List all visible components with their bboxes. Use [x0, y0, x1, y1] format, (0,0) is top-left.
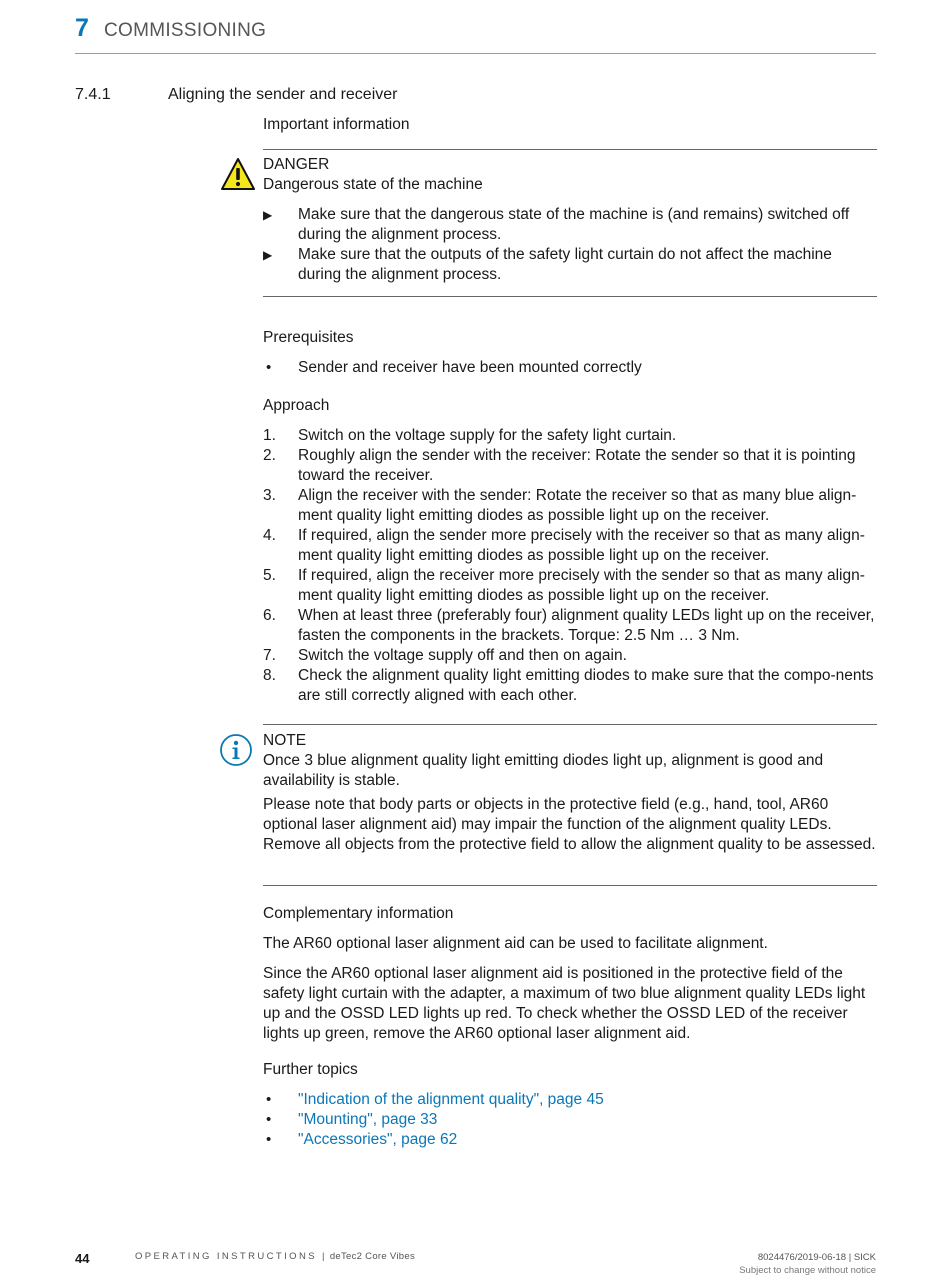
warning-triangle-icon	[220, 157, 256, 191]
step-item: 6. When at least three (preferably four) alignment quality LEDs light up on the receiver, fasten the components in the brackets. Torque: 2.5 Nm … 3 Nm.	[263, 607, 875, 644]
danger-block	[263, 155, 877, 285]
complementary-heading: Complementary information	[263, 905, 454, 922]
further-topics-heading: Further topics	[263, 1061, 358, 1078]
bullet-icon: •	[266, 1131, 272, 1148]
divider	[263, 149, 877, 150]
list-item: ▶ Make sure that the dangerous state of the machine is (and remains) switched off during the alignment process.	[263, 206, 850, 243]
danger-subtitle: Dangerous state of the machine	[263, 176, 483, 193]
prerequisites-list	[263, 358, 877, 378]
danger-list	[263, 205, 877, 285]
list-item	[263, 1110, 877, 1130]
note-para-2: Please note that body parts or objects in the protective field (e.g., hand, tool, AR60 optional laser alignment aid) may impair the function of the alignment quality LEDs. Remove all objects from the protective field to allow the alignment quality to be assessed.	[263, 796, 876, 853]
info-icon	[219, 733, 253, 767]
complementary-para-1: The AR60 optional laser alignment aid can be used to facilitate alignment.	[263, 935, 768, 952]
doc-type: OPERATING INSTRUCTIONS	[135, 1251, 317, 1262]
footer-right	[739, 1251, 876, 1277]
change-notice: Subject to change without notice	[739, 1265, 876, 1276]
further-topics-list	[263, 1090, 877, 1150]
complementary-section	[263, 904, 877, 1044]
list-item	[263, 1090, 877, 1110]
step-item: 7. Switch the voltage supply off and then on again.	[263, 647, 627, 664]
prerequisites-heading: Prerequisites	[263, 329, 354, 346]
section-title: Aligning the sender and receiver	[168, 86, 398, 103]
link-mounting[interactable]: "Mounting", page 33	[298, 1111, 438, 1128]
page-header	[75, 14, 876, 54]
bullet-icon: •	[266, 1111, 272, 1128]
divider	[263, 885, 877, 886]
danger-title: DANGER	[263, 156, 330, 173]
complementary-para-2: Since the AR60 optional laser alignment aid is positioned in the protective field of the safety light curtain with the adapter, a maximum of two blue alignment quality LEDs light up and the OSSD LED lights up red. To check whether the OSSD LED of the receiver lights up green, remove the AR60 optional laser alignment aid.	[263, 965, 866, 1042]
important-heading: Important information	[263, 116, 410, 133]
note-block	[263, 731, 877, 855]
note-title: NOTE	[263, 732, 307, 749]
note-para-1: Once 3 blue alignment quality light emitting diodes light up, alignment is good and availability is stable.	[263, 752, 824, 789]
arrow-bullet-icon: ▶	[263, 208, 273, 222]
step-item: 3. Align the receiver with the sender: Rotate the receiver so that as many blue align-ment quality light emitting diodes as possible light up on the receiver.	[263, 487, 857, 524]
chapter-title: COMMISSIONING	[104, 20, 267, 41]
bullet-icon: •	[266, 1091, 272, 1108]
bullet-icon: •	[266, 359, 272, 376]
divider	[263, 296, 877, 297]
page-number: 44	[75, 1251, 90, 1266]
list-item: ▶ Make sure that the outputs of the safety light curtain do not affect the machine during the alignment process.	[263, 246, 832, 283]
product-name: deTec2 Core Vibes	[329, 1251, 416, 1262]
doc-id: 8024476/2019-06-18 | SICK	[757, 1252, 876, 1263]
link-accessories[interactable]: "Accessories", page 62	[298, 1131, 458, 1148]
footer-separator: |	[321, 1251, 325, 1262]
chapter-number: 7	[75, 14, 89, 42]
step-item: 4. If required, align the sender more precisely with the receiver so that as many align-ment quality light emitting diodes as possible light up on the receiver.	[263, 527, 865, 564]
section-number: 7.4.1	[75, 86, 111, 103]
approach-steps	[263, 426, 877, 706]
link-alignment-quality[interactable]: "Indication of the alignment quality", page 45	[298, 1091, 604, 1108]
divider	[263, 724, 877, 725]
list-item	[263, 1130, 877, 1150]
step-item: 2. Roughly align the sender with the receiver: Rotate the sender so that it is pointing toward the receiver.	[263, 447, 856, 484]
footer-doc-info	[135, 1251, 415, 1262]
step-item: 8. Check the alignment quality light emitting diodes to make sure that the compo-nents are still correctly aligned with each other.	[263, 667, 874, 704]
approach-heading: Approach	[263, 397, 330, 414]
step-item: 1. Switch on the voltage supply for the safety light curtain.	[263, 427, 677, 444]
prerequisites-section	[263, 328, 877, 378]
step-item: 5. If required, align the receiver more precisely with the sender so that as many align-ment quality light emitting diodes as possible light up on the receiver.	[263, 567, 865, 604]
list-item: • Sender and receiver have been mounted correctly	[266, 359, 642, 376]
approach-section	[263, 396, 877, 706]
arrow-bullet-icon: ▶	[263, 248, 273, 262]
further-topics-section	[263, 1060, 877, 1150]
